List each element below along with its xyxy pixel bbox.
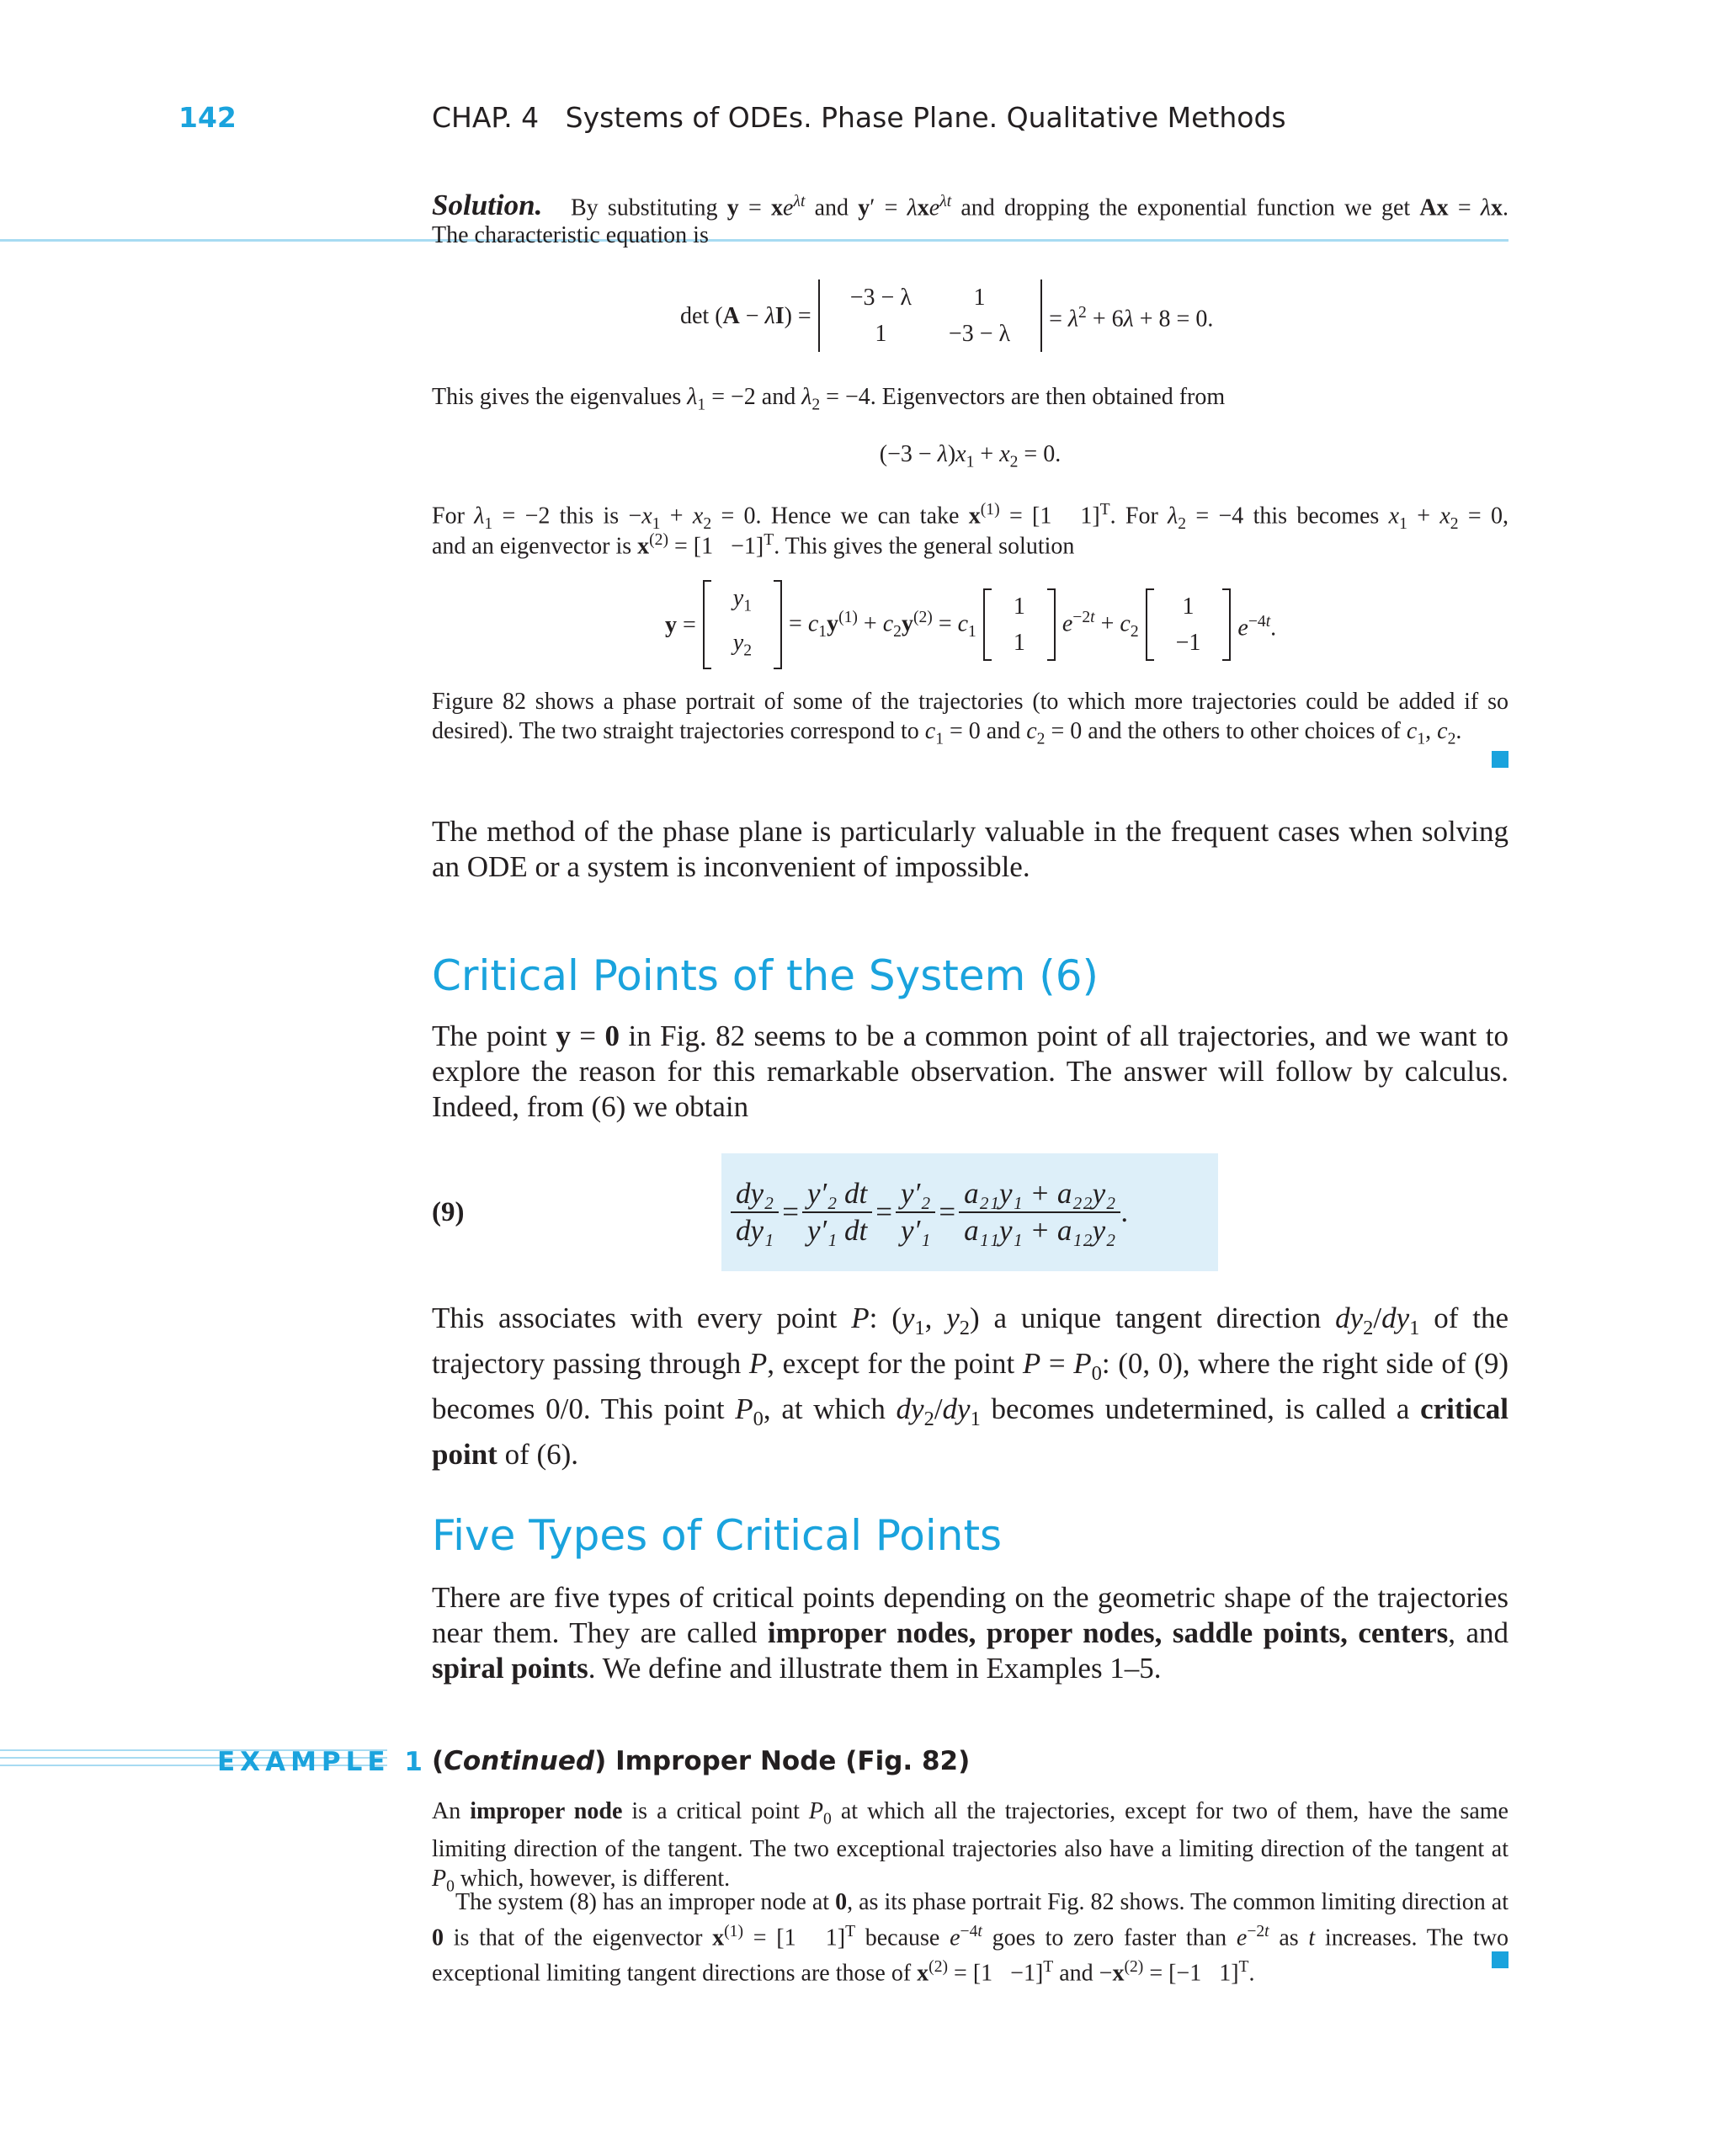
end-of-example-square bbox=[1492, 1951, 1508, 1968]
y-vector: $y_1$ $y_2$ bbox=[703, 580, 782, 668]
fraction-3: $\frac{\text{y′₂}}{\text{y′₁}}$ bbox=[896, 1176, 935, 1248]
eigen-equation: $(-3 - \lambda)x_1 + x_2 = 0$. bbox=[879, 441, 1062, 471]
solution-intro-line2: The characteristic equation is bbox=[432, 222, 709, 248]
vector-2: 1 −1 bbox=[1146, 588, 1232, 661]
vector-1: 1 1 bbox=[983, 588, 1056, 661]
fraction-1: $\frac{\text{dy₂}}{\text{dy₁}}$ bbox=[731, 1176, 779, 1248]
example-title: (Continued) Improper Node (Fig. 82) bbox=[432, 1746, 971, 1776]
critical-points-paragraph: The point y = 0 in Fig. 82 seems to be a common point of all trajectories, and we want to explore the reason for this remarkable observation. The answer will follow by calculus. Indeed, from (6) we obtain bbox=[432, 1019, 1508, 1123]
method-paragraph: The method of the phase plane is particularly valuable in the frequent cases when solving an ODE or a system is inconvenient of impossible. bbox=[432, 815, 1508, 883]
chapter-heading: CHAP. 4 Systems of ODEs. Phase Plane. Qualitative Methods bbox=[432, 101, 1286, 134]
section-title-critical-points: Critical Points of the System (6) bbox=[432, 951, 1099, 1000]
eigenvalues-line: This gives the eigenvalues $\lambda_1 = -2$ and $\lambda_2 = -4$. Eigenvectors are then obtained from bbox=[432, 384, 1226, 414]
solution-intro: Solution. By substituting $y = xe^{\lambda t}$ and y′ = λxe$^{\lambda t}$ and dropping the exponential function we get Ax = λx. bbox=[432, 189, 1509, 222]
general-solution: y = $y_1$ $y_2$ = $c_1y^{(1)} + c_2y^{(2)} = c_1$ 1 1 $e^{-2t} + c_2$ 1 −1 $e^{-4t}$. bbox=[665, 579, 1423, 670]
det-rhs: = $\lambda^2 + 6\lambda + 8 = 0$. bbox=[1049, 303, 1214, 333]
example-paragraph-1: An improper node is a critical point $P_0$ at which all the trajectories, except for two of them, have the same limiting direction of the tangent. The two exceptional trajectories also have a limiting direction of the tangent at $P_0$ which, however, is different. bbox=[432, 1798, 1508, 1896]
example-paragraph-2: The system (8) has an improper node at 0, as its phase portrait Fig. 82 shows. The common limiting direction at 0 is that of the eigenvector $x^{(1)} = [1$ 1]$^T$ because $e^{-4t}$ goes to zero faster than $e^{-2t}$ as t increases. The two exceptional limiting tangent directions are those of $x^{(2)} = [1 -1]^T$ and $-x^{(2)} = [-1$ 1]$^T$. bbox=[432, 1889, 1508, 1987]
fraction-2: $\frac{\text{y′₂ dt}}{\text{y′₁ dt}}$ bbox=[802, 1176, 872, 1248]
characteristic-equation bbox=[680, 274, 1370, 358]
fraction-4: $\frac{\text{a₂₁y₁ + a₂₂y₂}}{\text{a₁₁y₁ + a₁₂y₂}}$ bbox=[959, 1176, 1120, 1248]
solution-closing: Figure 82 shows a phase portrait of some of the trajectories (to which more trajectories could be added if so desired). The two straight trajectories correspond to $c_1 = 0$ and $c_2 = 0$ and the others to other choices of $c_1$, $c_2$. bbox=[432, 689, 1508, 748]
eigenvectors-line1: For $\lambda_1 = -2$ this is $-x_1 + x_2 = 0$. Hence we can take $x^{(1)} = [1$ 1]$^T$. For $\lambda_2 = -4$ this becomes $x_1 + x_2 = 0$, bbox=[432, 501, 1508, 533]
eigenvectors-line2: and an eigenvector is $x^{(2)} = [1 -1]^T$. This gives the general solution bbox=[432, 531, 1075, 560]
tangent-direction-paragraph: This associates with every point P: ($y_1$, $y_2$) a unique tangent direction $dy_2/dy_1$ of the trajectory passing through P, except for the point $P = P_0$: (0, 0), where the right side of (9) becomes 0/0. This point $P_0$, at which $dy_2/dy_1$ becomes undetermined, is called a critical point of (6). bbox=[432, 1302, 1509, 1471]
page-number: 142 bbox=[178, 101, 237, 134]
equation-9-number: (9) bbox=[432, 1197, 465, 1227]
det-matrix: −3 − λ 1 1 −3 − λ bbox=[818, 279, 1042, 352]
page-header bbox=[0, 101, 1724, 152]
equation-9: $\frac{\text{dy₂}}{\text{dy₁}}$ = $\frac{\text{y′₂ dt}}{\text{y′₁ dt}}$ = $\frac{\text{y′₂}}{\text{y′₁}}$ = $\frac{\text{a₂₁y₁ + a₂₂y₂}}{\text{a₁₁y₁ + a₁₂y₂}}$ . bbox=[731, 1162, 1219, 1263]
five-types-paragraph: There are five types of critical points depending on the geometric shape of the trajectories near them. They are called improper nodes, proper nodes, saddle points, centers, and spiral points. We define and illustrate them in Examples 1–5. bbox=[432, 1581, 1508, 1685]
end-of-solution-square bbox=[1492, 751, 1508, 768]
det-lhs: det (A − λI) = bbox=[680, 302, 811, 329]
section-title-five-types: Five Types of Critical Points bbox=[432, 1511, 1003, 1560]
example-label: EXAMPLE 1 bbox=[217, 1747, 428, 1777]
